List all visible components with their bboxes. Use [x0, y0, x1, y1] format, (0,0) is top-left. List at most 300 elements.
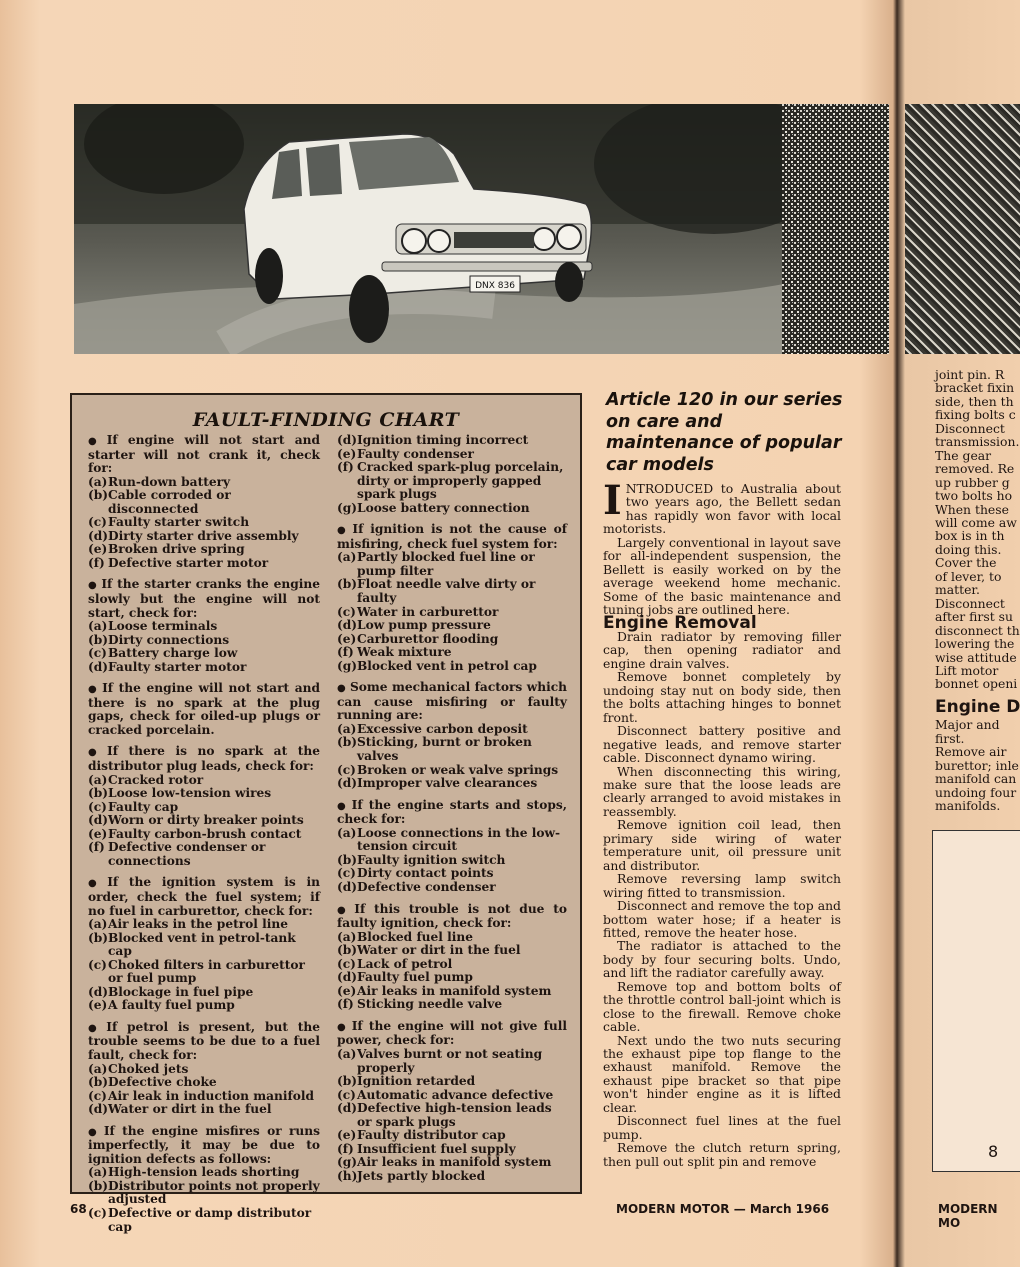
fault-intro-text: If there is no spark at the distributor plug leads, check for: — [88, 744, 320, 774]
fault-item — [88, 557, 320, 571]
item-text: Water or dirt in the fuel — [357, 943, 521, 958]
item-text: Dirty connections — [108, 632, 230, 647]
item-text: Sticking, burnt or broken valves — [357, 735, 532, 764]
facing-lines — [935, 368, 1020, 691]
facing-line: When these — [935, 501, 1009, 517]
facing-line: manifolds. — [935, 798, 1001, 814]
fault-item — [88, 647, 320, 661]
fault-item — [337, 551, 567, 578]
facing-line: after first su — [935, 609, 1013, 625]
facing-line: manifold can — [935, 771, 1017, 787]
facing-line: will come aw — [935, 514, 1017, 530]
item-text: Cracked rotor — [108, 772, 204, 787]
item-text: Valves burnt or not seating properly — [357, 1046, 543, 1075]
item-key: (e) — [337, 983, 357, 998]
item-key: (d) — [337, 879, 358, 894]
item-text: Faulty starter switch — [108, 515, 250, 530]
item-text: Water in carburettor — [357, 604, 499, 619]
item-text: Loose low-tension wires — [108, 786, 272, 801]
fault-intro — [337, 1020, 567, 1048]
fault-intro — [337, 799, 567, 827]
facing-line: The gear — [935, 447, 992, 463]
facing-line: up rubber g — [935, 474, 1010, 490]
fault-intro-text: If the engine will not give full power, check for: — [337, 1018, 567, 1048]
fault-item — [337, 1102, 567, 1129]
fault-item — [337, 764, 567, 778]
fault-intro-text: Some mechanical factors which can cause misfiring or faulty running are: — [337, 680, 567, 723]
fault-item — [337, 958, 567, 972]
article-paragraph: Remove ignition coil lead, then primary side wiring of water temperature unit, oil pressure unit and distributor. — [603, 817, 841, 873]
fault-block — [337, 799, 567, 895]
facing-line: lowering the — [935, 636, 1015, 652]
fault-item — [88, 814, 320, 828]
fault-block — [88, 434, 320, 570]
item-key: (b) — [337, 1074, 358, 1089]
facing-line: two bolts ho — [935, 488, 1013, 504]
fault-list — [337, 1048, 567, 1183]
item-key: (a) — [337, 929, 357, 944]
item-key: (b) — [337, 943, 358, 958]
item-text: High-tension leads shorting — [108, 1165, 300, 1180]
item-key: (d) — [88, 984, 109, 999]
fault-intro-text: If the engine starts and stops, check for: — [337, 797, 567, 827]
facing-line: burettor; inle — [935, 757, 1019, 773]
item-key: (c) — [337, 1087, 356, 1102]
item-key: (f) — [337, 997, 354, 1012]
fault-item — [337, 434, 567, 448]
bullet-icon: ● — [337, 1021, 348, 1033]
facing-line: wise attitude — [935, 649, 1017, 665]
fault-item — [88, 1063, 320, 1077]
item-text: Faulty fuel pump — [357, 970, 473, 985]
fault-block — [337, 1020, 567, 1184]
item-key: (e) — [337, 631, 357, 646]
article-paragraph: Remove the clutch return spring, then pull out split pin and remove — [603, 1140, 841, 1169]
fault-item — [337, 1129, 567, 1143]
fault-item — [337, 971, 567, 985]
fault-item — [88, 1166, 320, 1180]
fault-block — [337, 434, 567, 515]
fault-item — [337, 606, 567, 620]
item-text: Air leaks in manifold system — [357, 1155, 552, 1170]
item-text: Defective choke — [108, 1075, 217, 1090]
fault-item — [88, 543, 320, 557]
facing-line: bonnet openi — [935, 676, 1018, 692]
facing-line: side, then th — [935, 393, 1014, 409]
item-key: (b) — [337, 735, 358, 750]
item-key: (d) — [337, 970, 358, 985]
item-text: Partly blocked fuel line or pump filter — [357, 550, 535, 578]
item-key: (e) — [337, 446, 357, 461]
fault-block — [337, 903, 567, 1012]
item-key: (a) — [88, 619, 108, 634]
bullet-icon: ● — [337, 800, 348, 812]
item-text: Faulty distributor cap — [357, 1128, 506, 1143]
fault-list — [337, 931, 567, 1012]
fault-list — [88, 1063, 320, 1117]
item-key: (d) — [337, 1101, 358, 1116]
fault-block — [88, 876, 320, 1012]
car-photo — [74, 104, 889, 354]
item-text: Sticking needle valve — [357, 997, 503, 1012]
fault-item — [88, 620, 320, 634]
fault-intro — [88, 1125, 320, 1167]
fault-intro-text: If ignition is not the cause of misfiring, check fuel system for: — [337, 522, 567, 551]
item-text: Jets partly blocked — [357, 1168, 486, 1183]
fault-intro-text: If the engine will not start and there is no spark at the plug gaps, check for oiled-up plugs or cracked porcelain. — [88, 681, 320, 737]
fault-list — [337, 827, 567, 895]
item-text: Automatic advance defective — [357, 1087, 554, 1102]
fault-item — [337, 1089, 567, 1103]
fault-intro-text: If petrol is present, but the trouble seems to be due to a fuel fault, check for: — [88, 1019, 320, 1062]
item-key: (g) — [337, 500, 358, 515]
item-key: (b) — [88, 632, 109, 647]
fault-list — [88, 620, 320, 674]
item-key: (b) — [88, 1075, 109, 1090]
plate-text: DNX 836 — [475, 281, 515, 291]
facing-line: Major and — [935, 717, 1000, 733]
item-text: Distributor points not properly adjusted — [108, 1178, 320, 1207]
item-text: Carburettor flooding — [357, 631, 499, 646]
item-text: Faulty starter motor — [108, 659, 247, 674]
fault-block — [88, 1021, 320, 1117]
fault-item — [337, 461, 567, 502]
fault-item — [337, 944, 567, 958]
item-key: (d) — [88, 528, 109, 543]
article-paragraph: Disconnect battery positive and negative leads, and remove starter cable. Disconnect dynamo wiring. — [603, 723, 841, 766]
item-key: (e) — [88, 826, 108, 841]
facing-line: fixing bolts c — [935, 407, 1016, 423]
fault-item — [88, 918, 320, 932]
publication-footer: MODERN MOTOR — March 1966 — [616, 1202, 830, 1216]
item-text: Broken drive spring — [108, 542, 245, 557]
facing-line: undoing four — [935, 784, 1017, 800]
fault-item — [88, 932, 320, 959]
item-text: Ignition retarded — [357, 1074, 476, 1089]
item-text: Insufficient fuel supply — [357, 1141, 516, 1156]
fault-intro — [88, 682, 320, 737]
item-text: Blocked vent in petrol-tank cap — [108, 930, 296, 959]
item-key: (d) — [337, 618, 358, 633]
fault-item — [337, 660, 567, 674]
item-key: (b) — [88, 488, 109, 503]
article-paragraph: Disconnect and remove the top and bottom water hose; if a heater is fitted, remove the heater hose. — [603, 898, 841, 940]
bullet-icon: ● — [337, 904, 351, 916]
item-text: Defective condenser — [357, 879, 496, 894]
facing-line: Remove air — [935, 744, 1007, 760]
article-paragraph: Remove reversing lamp switch wiring fitted to transmission. — [603, 871, 841, 900]
item-key: (f) — [88, 840, 105, 855]
item-key: (h) — [337, 1168, 358, 1183]
facing-line: transmission. — [935, 434, 1020, 450]
facing-line: doing this. — [935, 541, 1002, 557]
fault-block — [88, 745, 320, 868]
facing-line: removed. Re — [935, 461, 1015, 477]
item-key: (a) — [337, 825, 357, 840]
fault-item — [88, 1076, 320, 1090]
section-heading: Engine Removal — [603, 612, 757, 633]
fault-intro-text: If this trouble is not due to faulty ignition, check for: — [337, 901, 567, 931]
bullet-icon: ● — [88, 684, 99, 696]
facing-line: Disconnect — [935, 595, 1005, 611]
fault-intro — [88, 1021, 320, 1063]
facing-footer: MODERN MO — [938, 1202, 998, 1230]
fault-intro — [88, 578, 320, 620]
item-text: Loose battery connection — [357, 500, 530, 515]
item-text: Blockage in fuel pipe — [108, 984, 254, 999]
item-key: (c) — [88, 646, 107, 661]
item-text: Defective or damp distributor cap — [108, 1205, 312, 1234]
article-headline: Article 120 in our series on care and maintenance of popular car models — [606, 390, 843, 475]
item-text: Faulty cap — [108, 799, 179, 814]
fault-item — [88, 634, 320, 648]
item-key: (a) — [337, 550, 357, 565]
facing-line: Cover the — [935, 555, 997, 571]
item-key: (c) — [337, 604, 356, 619]
item-key: (a) — [88, 1061, 108, 1076]
item-text: Excessive carbon deposit — [357, 721, 528, 736]
facing-line: bracket fixin — [935, 380, 1015, 396]
fault-block — [88, 682, 320, 737]
facing-figure — [932, 830, 1020, 1172]
fault-intro — [337, 681, 567, 723]
fault-item — [337, 736, 567, 763]
fault-block — [88, 578, 320, 674]
fault-list — [88, 1166, 320, 1234]
bullet-icon: ● — [337, 525, 349, 537]
fault-item — [88, 476, 320, 490]
item-text: Blocked fuel line — [357, 929, 474, 944]
item-text: Float needle valve dirty or faulty — [357, 577, 536, 606]
fault-item — [337, 827, 567, 854]
page-number: 68 — [70, 1202, 87, 1216]
facing-page — [905, 0, 1020, 1267]
fault-item — [337, 646, 567, 660]
fault-item — [337, 502, 567, 516]
fault-block — [88, 1125, 320, 1234]
item-key: (b) — [337, 852, 358, 867]
fault-intro-text: If the ignition system is in order, check the fuel system; if no fuel in carburettor, check for: — [88, 875, 320, 918]
fault-intro — [88, 876, 320, 918]
item-key: (e) — [337, 1128, 357, 1143]
item-key: (d) — [88, 813, 109, 828]
facing-line: Disconnect — [935, 420, 1005, 436]
bullet-icon: ● — [88, 1022, 103, 1034]
chart-title: FAULT-FINDING CHART — [192, 409, 460, 431]
fault-intro — [337, 523, 567, 551]
facing-line: of lever, to — [935, 568, 1002, 584]
fault-item — [88, 1103, 320, 1117]
fault-block — [337, 523, 567, 673]
item-text: Faulty condenser — [357, 446, 474, 461]
bullet-icon: ● — [88, 747, 104, 759]
item-key: (a) — [88, 917, 108, 932]
fault-item — [337, 985, 567, 999]
facing-line: joint pin. R — [935, 367, 1005, 382]
item-key: (c) — [337, 956, 356, 971]
fault-list — [337, 551, 567, 673]
item-key: (a) — [88, 772, 108, 787]
facing-text — [935, 368, 1020, 813]
item-text: Air leaks in the petrol line — [108, 917, 289, 932]
article-paragraph: The radiator is attached to the body by four securing bolts. Undo, and lift the radiator carefully away. — [603, 938, 841, 981]
item-text: Blocked vent in petrol cap — [357, 658, 537, 673]
item-text: Air leaks in manifold system — [357, 983, 552, 998]
item-key: (c) — [88, 957, 107, 972]
fault-intro-text: If engine will not start and starter will not crank it, check for: — [88, 433, 320, 476]
facing-subhead: Engine D — [935, 696, 1020, 717]
fault-item — [337, 578, 567, 605]
fault-item — [337, 867, 567, 881]
item-text: Defective condenser or connections — [108, 840, 266, 868]
facing-line: first. — [935, 730, 965, 746]
article-paragraph: Remove top and bottom bolts of the throttle control ball-joint which is close to the firewall. Remove choke cable. — [603, 978, 841, 1035]
item-key: (g) — [337, 1155, 358, 1170]
item-text: Air leak in induction manifold — [108, 1088, 315, 1103]
fault-list — [88, 476, 320, 571]
facing-line: matter. — [935, 582, 980, 598]
fault-item — [337, 1156, 567, 1170]
fault-list — [337, 723, 567, 791]
item-key: (g) — [337, 658, 358, 673]
fault-item — [337, 854, 567, 868]
fault-item — [88, 986, 320, 1000]
item-text: Dirty contact points — [357, 866, 494, 881]
facing-lines-2 — [935, 718, 1020, 812]
bullet-icon: ● — [88, 878, 104, 890]
item-text: Dirty starter drive assembly — [108, 528, 299, 543]
item-key: (c) — [88, 515, 107, 530]
intro-text: NTRODUCED to Australia about two years ago, the Bellett sedan has rapidly won favor with local motorists. — [603, 481, 841, 537]
fault-item — [88, 1207, 320, 1234]
fault-block — [337, 681, 567, 790]
item-key: (f) — [88, 555, 105, 570]
item-key: (c) — [88, 1205, 107, 1220]
fault-item — [337, 619, 567, 633]
paragraphs — [603, 630, 841, 1168]
fault-item — [88, 530, 320, 544]
item-text: Improper valve clearances — [357, 776, 538, 791]
item-key: (c) — [88, 1088, 107, 1103]
item-key: (f) — [337, 1141, 354, 1156]
facing-photo — [905, 104, 1020, 354]
item-text: Choked jets — [108, 1061, 189, 1076]
fault-item — [337, 777, 567, 791]
article-paragraph: Remove bonnet completely by undoing stay nut on body side, then the bolts attaching hinges to bonnet front. — [603, 669, 841, 725]
fault-list — [88, 774, 320, 869]
fault-item — [88, 489, 320, 516]
item-key: (a) — [337, 1046, 357, 1061]
article-paragraph: Drain radiator by removing filler cap, then opening radiator and engine drain valves. — [603, 628, 841, 671]
fault-item — [337, 1143, 567, 1157]
fault-item — [337, 931, 567, 945]
item-key: (f) — [337, 645, 354, 660]
fault-item — [88, 999, 320, 1013]
article-paragraph: Disconnect fuel lines at the fuel pump. — [603, 1113, 841, 1142]
fault-item — [337, 1048, 567, 1075]
item-text: Choked filters in carburettor or fuel pump — [108, 957, 305, 986]
bullet-icon: ● — [337, 683, 346, 695]
bullet-icon: ● — [88, 1126, 100, 1138]
fault-intro — [88, 434, 320, 476]
item-key: (b) — [337, 577, 358, 592]
facing-line: box is in th — [935, 528, 1005, 544]
fault-item — [88, 661, 320, 675]
fault-item — [88, 959, 320, 986]
item-text: Low pump pressure — [357, 618, 491, 633]
item-key: (b) — [88, 786, 109, 801]
fault-list — [88, 918, 320, 1013]
fault-item — [337, 448, 567, 462]
item-key: (a) — [88, 474, 108, 489]
item-key: (d) — [337, 433, 358, 447]
facing-line: Lift motor — [935, 662, 999, 678]
figure-label: 8 — [988, 1142, 999, 1161]
fault-item — [88, 801, 320, 815]
item-key: (b) — [88, 1178, 109, 1193]
fault-item — [337, 1075, 567, 1089]
fault-item — [88, 787, 320, 801]
facing-line: disconnect th — [935, 622, 1020, 638]
item-key: (f) — [337, 460, 354, 475]
item-text: A faulty fuel pump — [108, 998, 235, 1013]
item-text: Broken or weak valve springs — [357, 762, 559, 777]
item-text: Worn or dirty breaker points — [108, 813, 304, 828]
item-text: Lack of petrol — [357, 956, 453, 971]
item-text: Faulty carbon-brush contact — [108, 826, 302, 841]
item-text: Ignition timing incorrect — [357, 433, 529, 447]
chart-column-left — [88, 434, 320, 1242]
item-key: (e) — [88, 542, 108, 557]
item-text: Cracked spark-plug porcelain, dirty or improperly gapped spark plugs — [357, 460, 564, 502]
item-key: (b) — [88, 930, 109, 945]
bullet-icon: ● — [88, 580, 98, 592]
item-key: (c) — [88, 799, 107, 814]
fault-item — [88, 828, 320, 842]
item-text: Cable corroded or disconnected — [108, 488, 231, 516]
item-key: (e) — [88, 998, 108, 1013]
article-body — [603, 477, 841, 1169]
chart-column-right — [337, 434, 567, 1191]
item-text: Defective starter motor — [108, 555, 269, 570]
fault-item — [88, 1090, 320, 1104]
bullet-icon: ● — [88, 436, 103, 447]
fault-item — [337, 723, 567, 737]
fault-item — [337, 1170, 567, 1184]
item-key: (c) — [337, 866, 356, 881]
item-key: (a) — [337, 721, 357, 736]
item-text: Battery charge low — [108, 646, 238, 661]
item-key: (d) — [88, 659, 109, 674]
article-paragraph: Largely conventional in layout save for all-independent suspension, the Bellett is easily worked on by the average weekend home mechanic. Some of the basic maintenance and tuning jobs are outlined here. — [603, 534, 841, 618]
item-text: Weak mixture — [357, 645, 452, 660]
item-text: Defective high-tension leads or spark plugs — [357, 1101, 552, 1129]
item-key: (c) — [337, 762, 356, 777]
item-text: Run-down battery — [108, 474, 231, 489]
fault-intro — [337, 903, 567, 931]
paragraphs-before — [603, 536, 841, 617]
article-paragraph: When disconnecting this wiring, make sure that the loose leads are clearly arranged to avoid mistakes in reassembly. — [603, 763, 841, 819]
item-text: Loose terminals — [108, 619, 218, 634]
item-key: (d) — [337, 776, 358, 791]
item-text: Water or dirt in the fuel — [108, 1102, 272, 1117]
fault-list — [337, 434, 567, 515]
fault-item — [88, 516, 320, 530]
article-paragraph: Next undo the two nuts securing the exhaust pipe top flange to the exhaust manifold. Remove the exhaust pipe bracket so that pipe won't hinder engine as it is lifted clear. — [603, 1032, 841, 1115]
intro-paragraph — [603, 477, 841, 537]
item-key: (d) — [88, 1102, 109, 1117]
fault-intro-text: If the starter cranks the engine slowly but the engine will not start, check for: — [88, 577, 320, 620]
